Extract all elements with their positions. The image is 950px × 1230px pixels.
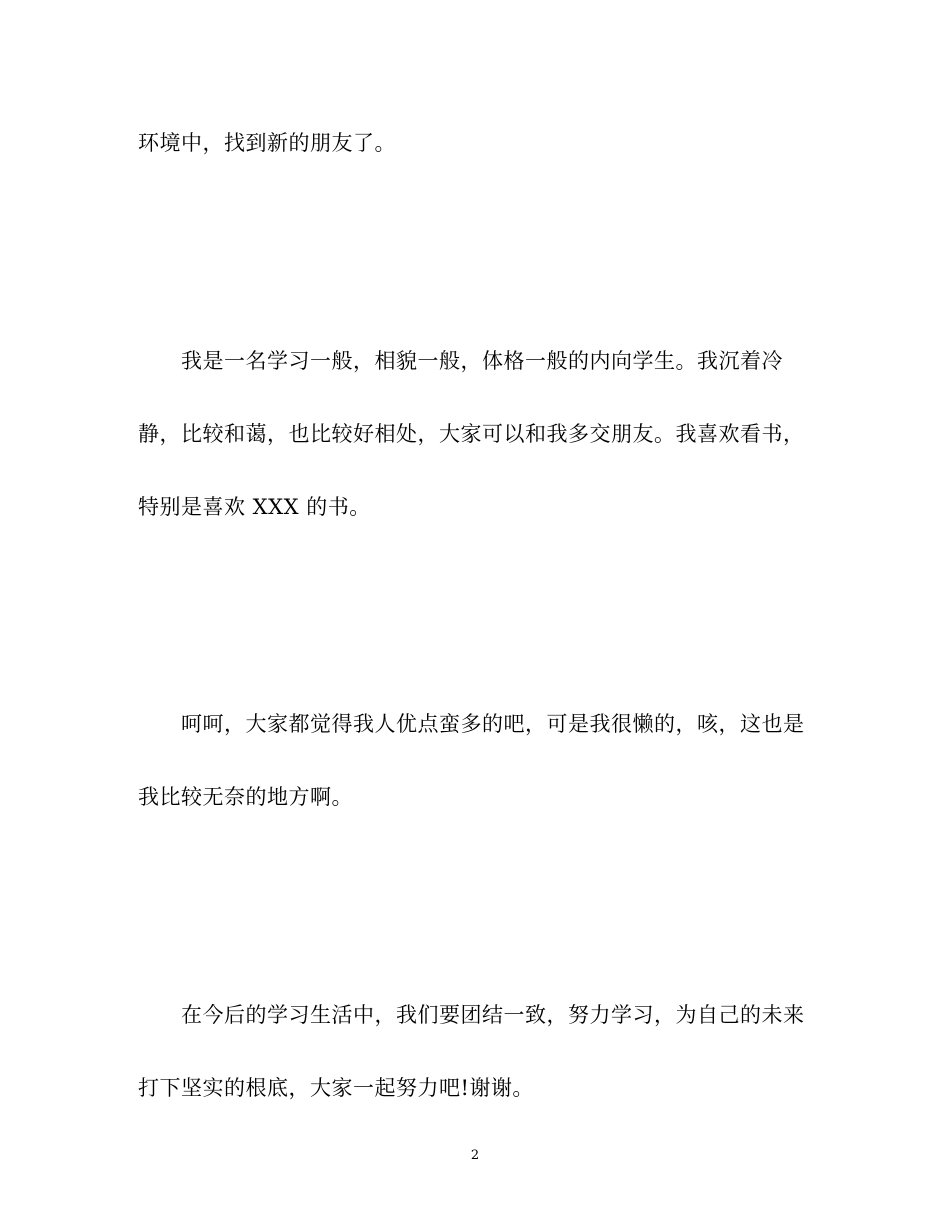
paragraph-3-line-1: 呵呵，大家都觉得我人优点蛮多的吧，可是我很懒的，咳，这也是 xyxy=(181,712,805,736)
paragraph-3-line-2: 我比较无奈的地方啊。 xyxy=(138,785,353,809)
paragraph-1-line-1: 环境中，找到新的朋友了。 xyxy=(138,131,396,155)
paragraph-4-line-2: 打下坚实的根底，大家一起努力吧!谢谢。 xyxy=(138,1076,534,1100)
paragraph-2-line-2: 静，比较和蔼，也比较好相处，大家可以和我多交朋友。我喜欢看书， xyxy=(138,422,805,446)
paragraph-2-line-3: 特别是喜欢 XXX 的书。 xyxy=(138,495,371,519)
paragraph-4-line-1: 在今后的学习生活中，我们要团结一致，努力学习，为自己的未来 xyxy=(181,1003,805,1027)
paragraph-2-line-1: 我是一名学习一般，相貌一般，体格一般的内向学生。我沉着冷 xyxy=(181,349,783,373)
page-number: 2 xyxy=(470,1148,480,1163)
